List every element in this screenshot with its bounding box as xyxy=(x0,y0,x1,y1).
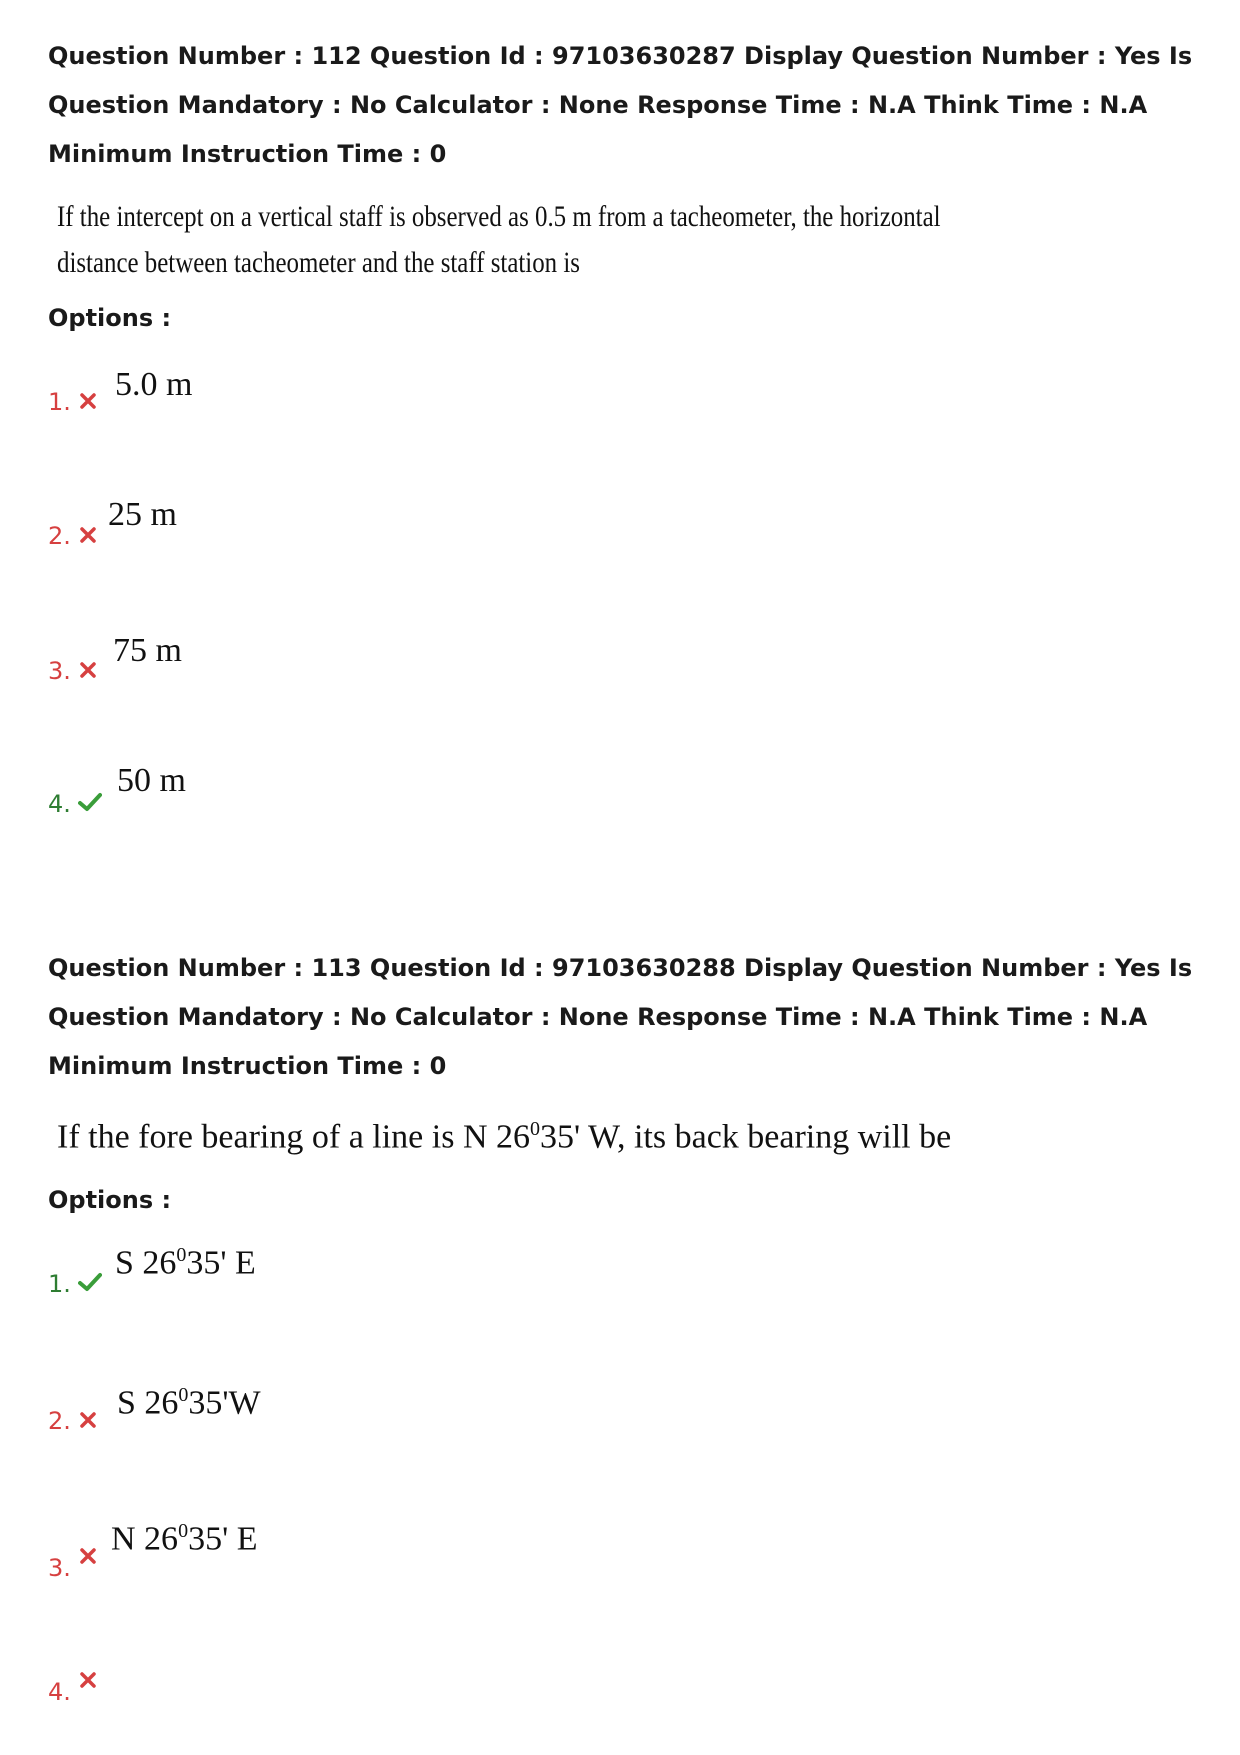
cross-icon xyxy=(78,660,98,680)
option-number: 3. xyxy=(48,1554,71,1582)
option-number: 3. xyxy=(48,657,71,685)
question-text-part: 35' W, its back bearing will be xyxy=(540,1118,952,1156)
option-text[interactable]: 25 m xyxy=(108,496,177,533)
cross-icon xyxy=(78,1410,98,1430)
option-text[interactable] xyxy=(111,1520,257,1558)
question-meta: Question Number : 112 Question Id : 97103630287 Display Question Number : Yes Is Question Mandatory : No Calculator : None Response Time : N.A Think Time : N.A Minimum Instruction Time : 0 xyxy=(48,42,1193,168)
degree-superscript: 0 xyxy=(176,1244,187,1266)
cross-icon xyxy=(78,391,98,411)
option-text-part: S 26 xyxy=(117,1384,179,1422)
cross-icon xyxy=(78,1670,98,1690)
degree-superscript: 0 xyxy=(530,1118,540,1140)
option-text[interactable]: 50 m xyxy=(117,762,186,799)
degree-superscript: 0 xyxy=(178,1384,189,1406)
question-text-line: If the intercept on a vertical staff is observed as 0.5 m from a tacheometer, the horizontal xyxy=(57,200,941,233)
option-text-part: 35' E xyxy=(188,1520,258,1558)
option-text-part: S 26 xyxy=(115,1244,177,1282)
option-number: 1. xyxy=(48,1270,71,1298)
options-heading: Options : xyxy=(48,1186,172,1214)
cross-icon xyxy=(78,1546,98,1566)
question-text xyxy=(57,1107,1057,1159)
option-number: 2. xyxy=(48,522,71,550)
options-heading: Options : xyxy=(48,304,172,332)
check-icon xyxy=(78,1272,102,1292)
option-text[interactable] xyxy=(115,1244,256,1282)
option-text-part: 35'W xyxy=(188,1384,261,1422)
degree-superscript: 0 xyxy=(178,1520,189,1542)
option-number: 2. xyxy=(48,1407,71,1435)
option-number: 4. xyxy=(48,1678,71,1706)
question-meta: Question Number : 113 Question Id : 97103630288 Display Question Number : Yes Is Question Mandatory : No Calculator : None Response Time : N.A Think Time : N.A Minimum Instruction Time : 0 xyxy=(48,954,1193,1080)
option-text[interactable]: 75 m xyxy=(113,632,182,669)
question-text-line: distance between tacheometer and the staff station is xyxy=(57,246,580,279)
check-icon xyxy=(78,792,102,812)
option-text[interactable] xyxy=(117,1384,261,1422)
option-text[interactable]: 5.0 m xyxy=(115,366,193,403)
option-number: 4. xyxy=(48,790,71,818)
question-text-part: If the fore bearing of a line is N 26 xyxy=(57,1118,530,1156)
option-text-part: 35' E xyxy=(186,1244,256,1282)
option-text-part: N 26 xyxy=(111,1520,179,1558)
option-number: 1. xyxy=(48,388,71,416)
cross-icon xyxy=(78,525,98,545)
question-text xyxy=(57,194,970,286)
